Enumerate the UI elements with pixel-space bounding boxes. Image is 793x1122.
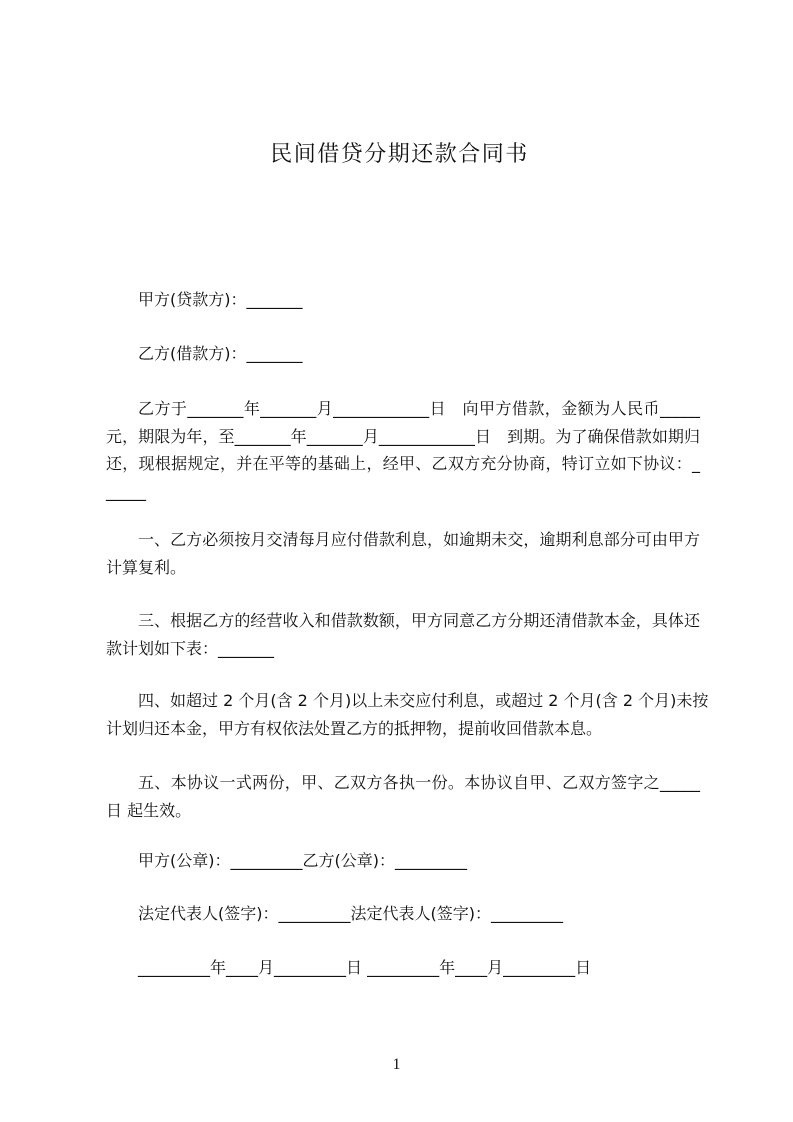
signature-representatives-paragraph xyxy=(106,900,700,928)
clause-paragraph-4 xyxy=(106,687,709,742)
clause-line: 计算复利。 xyxy=(106,557,187,577)
signature-dates-paragraph xyxy=(106,954,700,982)
party-borrower-paragraph xyxy=(106,340,700,368)
clause-line: 一、乙方必须按月交清每月应付借款利息，如逾期未交，逾期利息部分可由甲方 xyxy=(138,530,700,549)
party-borrower-line: 乙方(借款方)：_______ xyxy=(138,344,303,363)
preamble-line: 还，现根据规定，并在平等的基础上，经甲、乙双方充分协商，特订立如下协议：_ xyxy=(106,454,700,473)
signature-representatives-line: 法定代表人(签字)：_________法定代表人(签字)：_________ xyxy=(138,904,563,923)
clause-paragraph-3 xyxy=(106,607,700,662)
page-number: 1 xyxy=(392,1056,401,1073)
preamble-paragraph xyxy=(106,395,700,505)
signature-seals-line: 甲方(公章)：_________乙方(公章)：_________ xyxy=(138,851,467,870)
clause-line: 五、本协议一式两份，甲、乙双方各执一份。本协议自甲、乙双方签字之_____ xyxy=(138,773,700,792)
document-title: 民间借贷分期还款合同书 xyxy=(270,142,529,167)
party-lender-line: 甲方(贷款方)：_______ xyxy=(138,290,303,309)
clause-paragraph-5 xyxy=(106,769,700,824)
preamble-line: 乙方于_______年_______月____________日 向甲方借款，金额为人民币_____ xyxy=(138,399,700,418)
clause-line: 计划归还本金，甲方有权依法处置乙方的抵押物，提前收回借款本息。 xyxy=(106,718,603,738)
clause-line: 款计划如下表：_______ xyxy=(106,638,275,658)
clause-line: 四、如超过 2 个月(含 2 个月)以上未交应付利息，或超过 2 个月(含 2 个月)未按 xyxy=(138,691,709,710)
signature-seals-paragraph xyxy=(106,847,700,875)
preamble-line: 元，期限为年，至_______年_______月____________日 到期。为了确保借款如期归 xyxy=(106,426,700,446)
preamble-line: _____ xyxy=(106,481,146,501)
party-lender-paragraph xyxy=(106,286,700,314)
clause-line: 日 起生效。 xyxy=(106,800,192,820)
signature-dates-line: _________年____月_________日 _________年____月_________日 xyxy=(138,958,592,977)
clause-paragraph-1 xyxy=(106,526,700,581)
clause-line: 三、根据乙方的经营收入和借款数额，甲方同意乙方分期还清借款本金，具体还 xyxy=(138,611,700,630)
